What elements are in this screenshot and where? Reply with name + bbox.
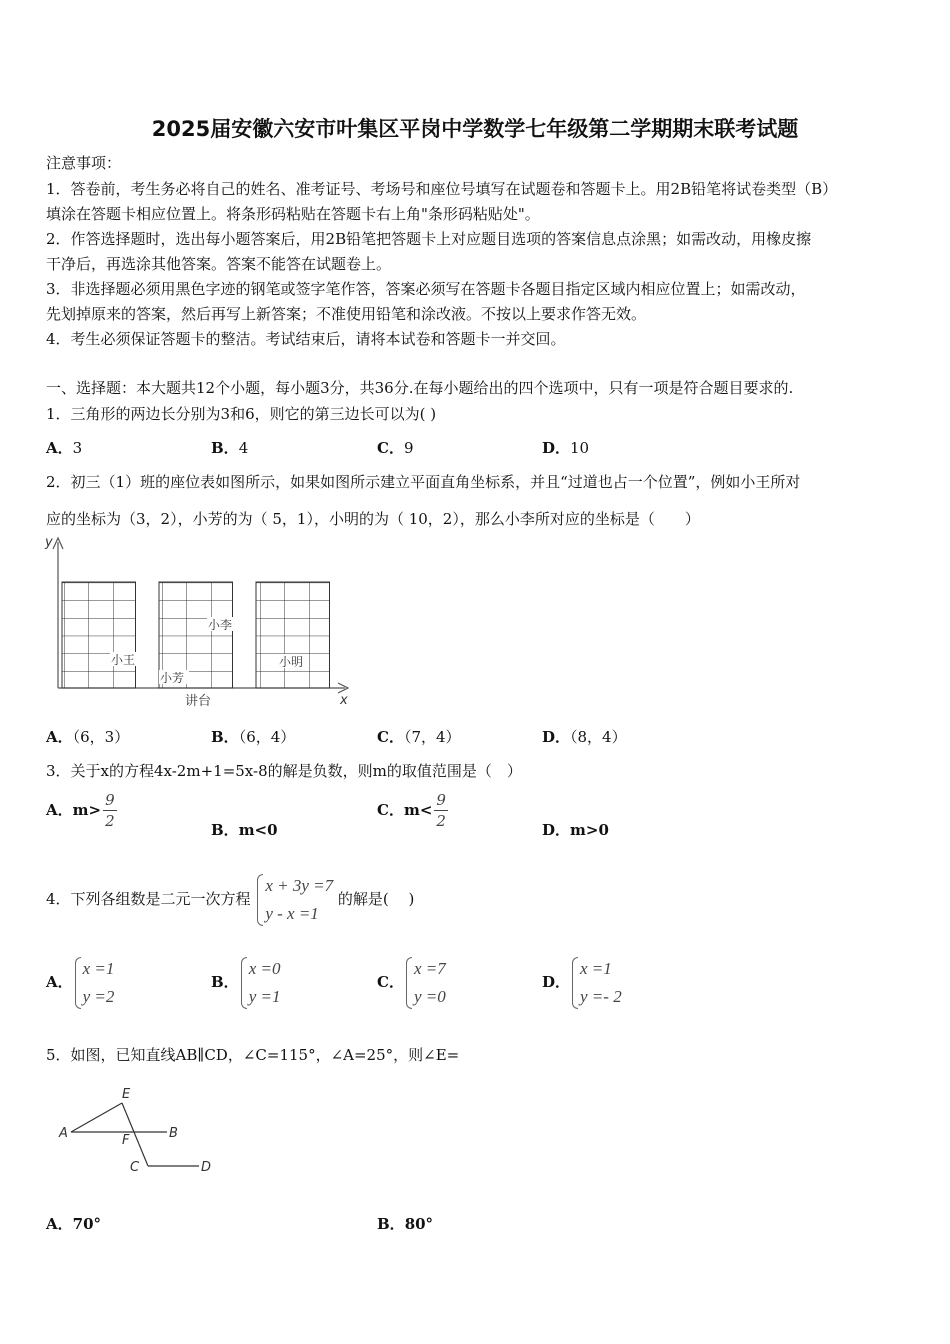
page-title: 2025届安徽六安市叶集区平岗中学数学七年级第二学期期末联考试题 [151, 117, 799, 141]
question-1-stem: 1．三角形的两边长分别为3和6，则它的第三边长可以为( ) [46, 405, 437, 423]
desk-block-left [62, 582, 136, 688]
q3-option-d[interactable]: D．m>0 [542, 821, 609, 839]
label-xiaoli: 小李 [208, 618, 233, 632]
notice-heading: 注意事项： [46, 154, 122, 172]
label-podium: 讲台 [185, 694, 212, 709]
q4-option-d[interactable]: D．x =1 y =- 2 [542, 955, 622, 1011]
q1-option-b[interactable]: B．4 [211, 439, 249, 457]
question-2-stem: 2．初三（1）班的座位表如图所示，如果如图所示建立平面直角坐标系，并且“过道也占一个位置”，例如小王所对 [46, 473, 801, 491]
point-a-label: A [59, 1126, 68, 1141]
point-c-label: C [130, 1160, 140, 1175]
question-4-stem: 4．下列各组数是二元一次方程 x + 3y =7 y - x =1 的解是( ) [46, 872, 414, 928]
label-xiaofang: 小芳 [160, 671, 185, 685]
equation-system: x + 3y =7 y - x =1 [255, 872, 333, 928]
notice-line: 3．非选择题必须用黑色字迹的钢笔或签字笔作答，答案必须写在答题卡各题目指定区域内相应位置上；如需改动， [46, 280, 806, 298]
notice-line: 2．作答选择题时，选出每小题答案后，用2B铅笔把答题卡上对应题目选项的答案信息点涂黑；如需改动，用橡皮擦 [46, 230, 812, 248]
q5-option-a[interactable]: A．70° [46, 1215, 102, 1233]
fraction: $\frac{9}{2}$ [105, 791, 115, 830]
q2-option-d[interactable]: D．（8，4） [542, 728, 627, 746]
segment-ae [71, 1103, 122, 1132]
notice-line: 填涂在答题卡相应位置上。将条形码粘贴在答题卡右上角"条形码粘贴处"。 [46, 205, 540, 223]
q4-option-a[interactable]: A．x =1 y =2 [46, 955, 114, 1011]
q1-option-d[interactable]: D．10 [542, 439, 590, 457]
seating-chart-figure [40, 530, 370, 712]
point-f-label: F [122, 1133, 130, 1148]
label-xiaowang: 小王 [111, 653, 136, 667]
point-e-label: E [122, 1087, 131, 1102]
section-heading: 一、选择题：本大题共12个小题，每小题3分，共36分.在每小题给出的四个选项中，只有一项是符合题目要求的. [46, 379, 794, 397]
q2-option-c[interactable]: C．（7，4） [377, 728, 461, 746]
y-axis-label: y [45, 535, 53, 550]
label-xiaoming: 小明 [279, 655, 304, 669]
q5-option-b[interactable]: B．80° [377, 1215, 434, 1233]
fraction: $\frac{9}{2}$ [436, 791, 446, 830]
question-3-stem: 3．关于x的方程4x-2m+1=5x-8的解是负数，则m的取值范围是（ ） [46, 762, 522, 780]
desk-block-right [256, 582, 330, 688]
q3-option-b[interactable]: B．m<0 [211, 821, 278, 839]
q1-option-a[interactable]: A．3 [46, 439, 83, 457]
question-5-stem: 5．如图，已知直线AB∥CD，∠C=115°，∠A=25°，则∠E= [46, 1046, 460, 1064]
notice-line: 干净后，再选涂其他答案。答案不能答在试题卷上。 [46, 255, 392, 273]
q3-option-c[interactable]: C．m< $\frac{9}{2}$ [377, 791, 446, 830]
q3-option-a[interactable]: A．m> $\frac{9}{2}$ [46, 791, 115, 830]
point-b-label: B [169, 1126, 178, 1141]
notice-line: 4．考生必须保证答题卡的整洁。考试结束后，请将本试卷和答题卡一并交回。 [46, 330, 566, 348]
point-d-label: D [201, 1160, 212, 1175]
parallel-lines-figure [55, 1082, 225, 1182]
notice-line: 先划掉原来的答案，然后再写上新答案；不准使用铅笔和涂改液。不按以上要求作答无效。 [46, 305, 647, 323]
question-2-stem: 应的坐标为（3，2），小芳的为（ 5，1），小明的为（ 10，2），那么小李所对应的坐标是（ ） [46, 510, 700, 528]
q2-option-b[interactable]: B．（6，4） [211, 728, 296, 746]
q4-option-c[interactable]: C．x =7 y =0 [377, 955, 446, 1011]
q1-option-c[interactable]: C．9 [377, 439, 414, 457]
x-axis-label: x [340, 693, 348, 708]
q2-option-a[interactable]: A．（6，3） [46, 728, 130, 746]
notice-line: 1．答卷前，考生务必将自己的姓名、准考证号、考场号和座位号填写在试题卷和答题卡上。用2B铅笔将试卷类型（B） [46, 180, 838, 198]
q4-option-b[interactable]: B．x =0 y =1 [211, 955, 280, 1011]
